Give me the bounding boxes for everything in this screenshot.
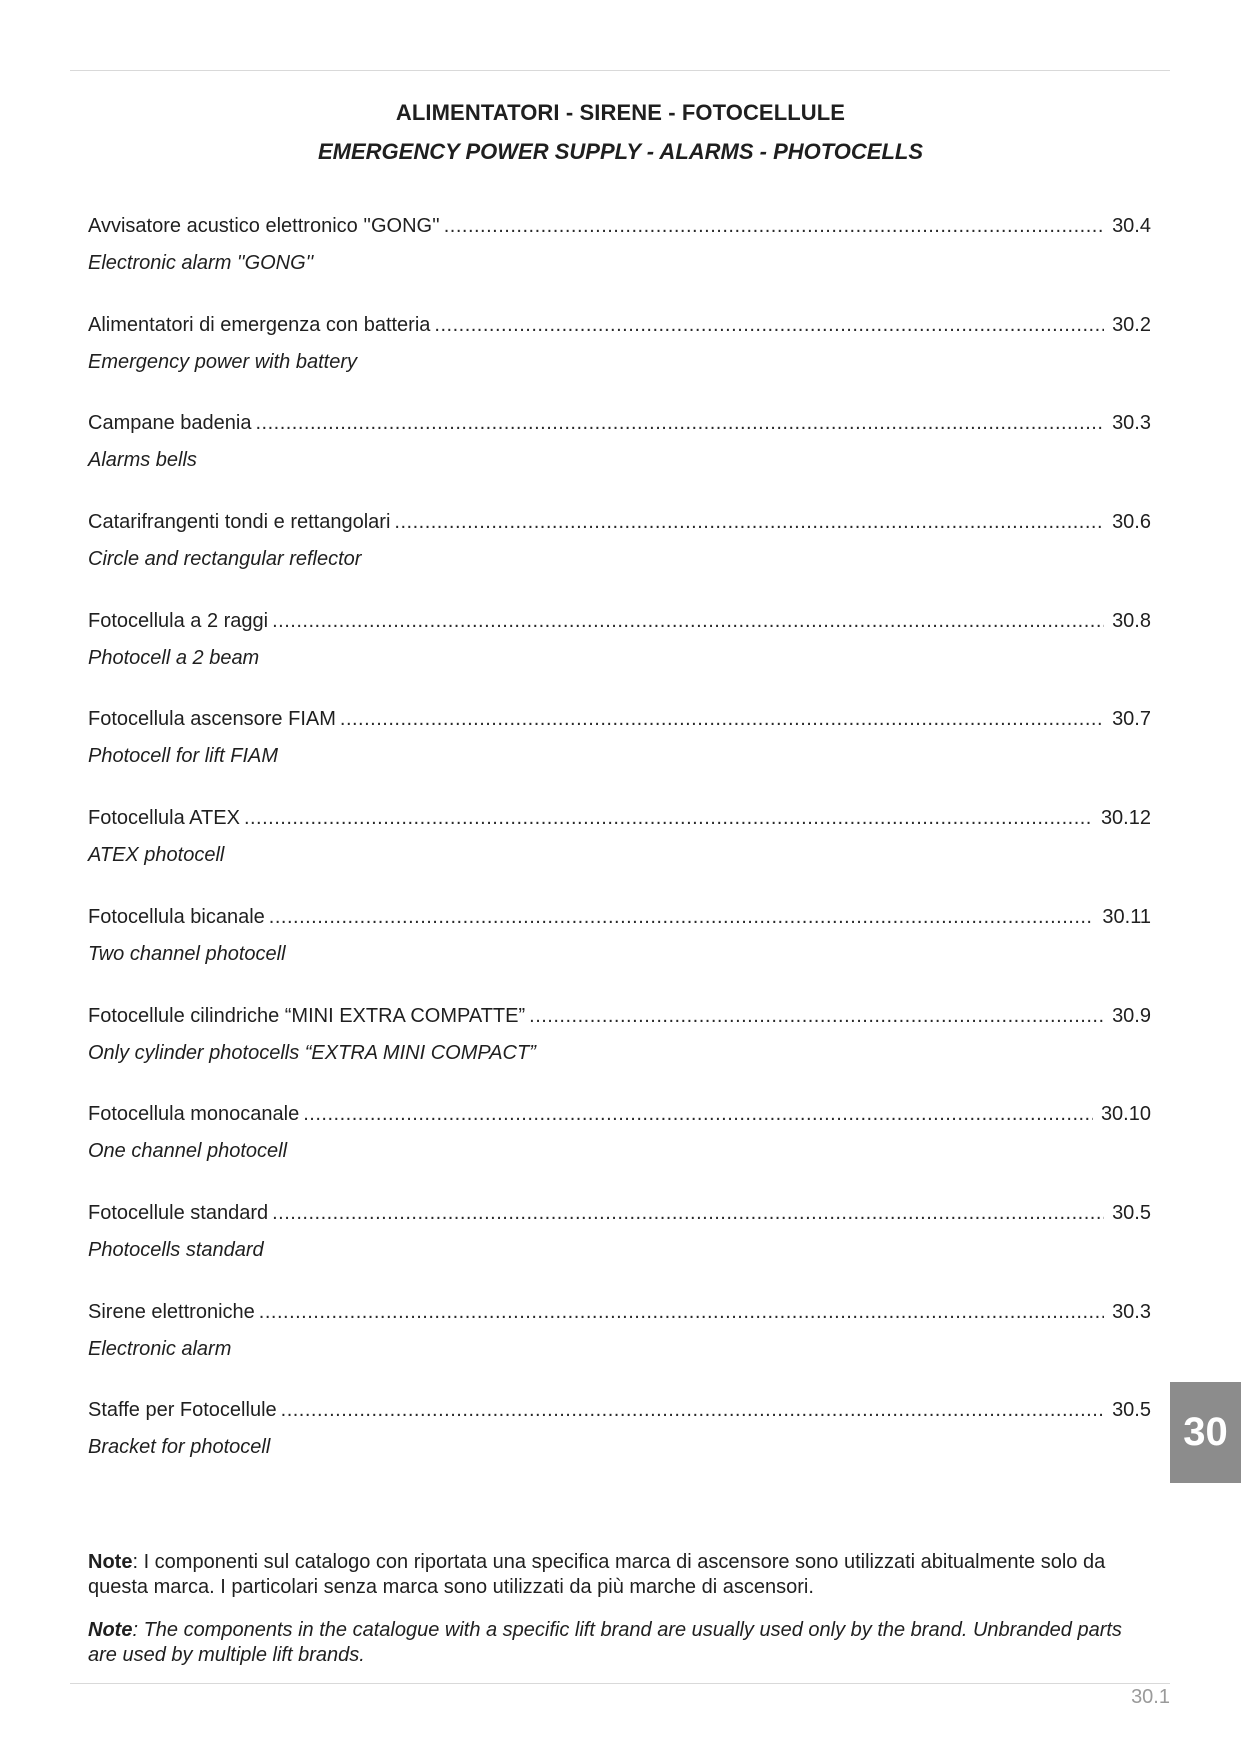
bottom-divider — [70, 1683, 1170, 1684]
toc-entry-label-it: Sirene elettroniche — [88, 1300, 255, 1323]
toc-entry-page: 30.12 — [1100, 807, 1151, 830]
toc-entry-label-en: Alarms bells — [88, 449, 197, 472]
toc-entry[interactable] — [88, 1396, 1151, 1495]
toc-entry-label-en: Only cylinder photocells “EXTRA MINI COMPACT” — [88, 1041, 536, 1064]
toc-entry[interactable] — [88, 1199, 1151, 1298]
toc-entry-label-it: Fotocellula bicanale — [88, 905, 265, 928]
leader-dots — [269, 903, 1095, 931]
toc-entry[interactable] — [88, 804, 1151, 903]
page-title-italian: ALIMENTATORI - SIRENE - FOTOCELLULE — [395, 100, 846, 125]
toc-entry-label-it: Fotocellule cilindriche “MINI EXTRA COMPATTE” — [88, 1004, 526, 1027]
toc-entry-page: 30.6 — [1112, 511, 1151, 534]
toc-entry-label-en: Photocell a 2 beam — [88, 646, 260, 669]
leader-dots — [303, 1100, 1093, 1128]
toc-entry-page: 30.2 — [1112, 313, 1151, 336]
toc-entry[interactable] — [88, 1298, 1151, 1397]
toc-entry-label-en: Electronic alarm ''GONG'' — [88, 252, 314, 274]
toc-entry-page: 30.3 — [1112, 1300, 1151, 1323]
toc-entry-label-it: Alimentatori di emergenza con batteria — [88, 313, 431, 336]
toc-entry-page: 30.4 — [1112, 215, 1151, 237]
note-italian — [88, 1550, 1151, 1600]
leader-dots — [272, 607, 1104, 635]
top-divider — [70, 70, 1170, 71]
notes-block — [88, 1550, 1151, 1686]
note-label: Note — [88, 1619, 133, 1641]
note-text: : The components in the catalogue with a specific lift brand are usually used only by the brand. Unbranded parts are used by multiple lift brands. — [88, 1619, 1122, 1666]
toc-entry-label-en: ATEX photocell — [88, 844, 225, 867]
toc-entry-label-it: Fotocellula monocanale — [88, 1103, 300, 1126]
toc-entry[interactable] — [88, 705, 1151, 804]
leader-dots — [340, 705, 1104, 733]
toc-entry[interactable] — [88, 1002, 1151, 1101]
toc-entry[interactable] — [88, 508, 1151, 607]
leader-dots — [434, 311, 1104, 339]
toc-entry-label-en: Emergency power with battery — [88, 350, 358, 373]
toc-entry[interactable] — [88, 311, 1151, 410]
toc-entry[interactable] — [88, 607, 1151, 706]
toc-entry[interactable] — [88, 409, 1151, 508]
leader-dots — [259, 1298, 1104, 1326]
toc-entry-label-en: Electronic alarm — [88, 1337, 232, 1360]
toc-entry-label-it: Catarifrangenti tondi e rettangolari — [88, 511, 391, 534]
toc-entry-page: 30.7 — [1112, 708, 1151, 731]
leader-dots — [255, 409, 1104, 437]
leader-dots — [281, 1396, 1104, 1424]
leader-dots — [244, 804, 1093, 832]
toc-entry-label-it: Fotocellula ATEX — [88, 807, 240, 830]
toc-entry-label-en: Two channel photocell — [88, 942, 286, 965]
leader-dots — [529, 1002, 1104, 1030]
toc-entry-label-it: Fotocellule standard — [88, 1201, 269, 1224]
toc-entry-label-it: Fotocellula ascensore FIAM — [88, 708, 336, 731]
table-of-contents — [88, 212, 1151, 1495]
toc-entry-label-it: Staffe per Fotocellule — [88, 1399, 277, 1422]
toc-entry-page: 30.3 — [1112, 412, 1151, 435]
toc-entry-label-en: Bracket for photocell — [88, 1436, 271, 1459]
toc-entry-label-en: One channel photocell — [88, 1140, 288, 1163]
page-title-english: EMERGENCY POWER SUPPLY - ALARMS - PHOTOCELLS — [317, 139, 924, 164]
section-tab[interactable]: 30 — [1170, 1382, 1241, 1483]
toc-entry-label-it: Campane badenia — [88, 412, 252, 435]
note-text: : I componenti sul catalogo con riportata una specifica marca di ascensore sono utilizzati abitualmente solo da questa marca. I particolari senza marca sono utilizzati da più marche di ascensori. — [88, 1551, 1106, 1598]
note-label: Note — [88, 1551, 133, 1573]
toc-entry-page: 30.5 — [1112, 1399, 1151, 1422]
toc-entry-label-it: Fotocellula a 2 raggi — [88, 609, 269, 632]
toc-entry-page: 30.5 — [1112, 1201, 1151, 1224]
toc-entry-page: 30.8 — [1112, 609, 1151, 632]
toc-entry-label-en: Circle and rectangular reflector — [88, 548, 362, 571]
leader-dots — [394, 508, 1104, 536]
toc-entry[interactable] — [88, 903, 1151, 1002]
leader-dots — [444, 212, 1104, 240]
note-english — [88, 1618, 1151, 1668]
toc-entry[interactable] — [88, 1100, 1151, 1199]
toc-entry-label-en: Photocells standard — [88, 1238, 264, 1261]
toc-entry[interactable] — [88, 212, 1151, 311]
leader-dots — [272, 1199, 1104, 1227]
toc-entry-label-it: Avvisatore acustico elettronico ''GONG'' — [88, 215, 440, 237]
toc-entry-page: 30.10 — [1100, 1103, 1151, 1126]
toc-entry-page: 30.9 — [1112, 1004, 1151, 1027]
toc-entry-page: 30.11 — [1102, 905, 1151, 928]
toc-entry-label-en: Photocell for lift FIAM — [88, 745, 279, 768]
page-number: 30.1 — [1131, 1686, 1170, 1708]
